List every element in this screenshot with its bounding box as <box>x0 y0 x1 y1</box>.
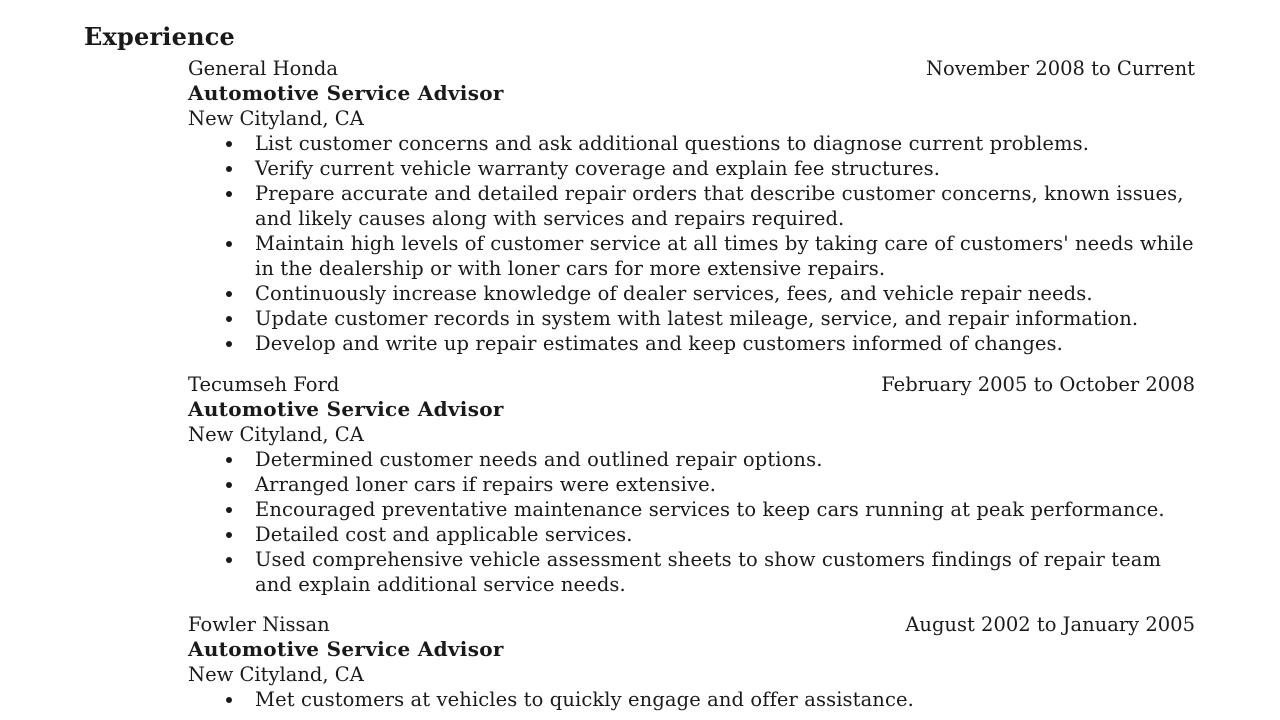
job-header <box>188 56 1198 81</box>
duty-item: Met customers at vehicles to quickly engage and offer assistance. <box>188 687 1198 712</box>
company-name: Tecumseh Ford <box>188 373 340 396</box>
duty-list <box>188 131 1198 356</box>
bullet-icon <box>226 166 232 172</box>
job-title: Automotive Service Advisor <box>188 397 504 421</box>
bullet-icon <box>226 482 232 488</box>
job-entry-general-honda <box>188 56 1198 356</box>
duty-item: Determined customer needs and outlined repair options. <box>188 447 1198 472</box>
duty-item: Maintain high levels of customer service at all times by taking care of customers' needs while in the dealership or with loner cars for more extensive repairs. <box>188 231 1198 281</box>
bullet-icon <box>226 532 232 538</box>
duty-item: Encouraged preventative maintenance services to keep cars running at peak performance. <box>188 497 1198 522</box>
duty-item: Detailed cost and applicable services. <box>188 522 1198 547</box>
job-location: New Cityland, CA <box>188 663 364 686</box>
employment-dates: February 2005 to October 2008 <box>881 373 1195 396</box>
job-title: Automotive Service Advisor <box>188 637 504 661</box>
job-header <box>188 612 1198 637</box>
duty-item: Develop and write up repair estimates and keep customers informed of changes. <box>188 331 1198 356</box>
duty-list <box>188 687 1198 712</box>
job-entry-tecumseh-ford <box>188 372 1198 597</box>
bullet-icon <box>226 557 232 563</box>
bullet-icon <box>226 507 232 513</box>
bullet-icon <box>226 141 232 147</box>
employment-dates: November 2008 to Current <box>925 57 1195 80</box>
bullet-icon <box>226 341 232 347</box>
duty-item: Prepare accurate and detailed repair orders that describe customer concerns, known issues, and likely causes along with services and repairs required. <box>188 181 1198 231</box>
bullet-icon <box>226 697 232 703</box>
duty-item: Continuously increase knowledge of dealer services, fees, and vehicle repair needs. <box>188 281 1198 306</box>
company-name: General Honda <box>188 57 339 80</box>
job-location: New Cityland, CA <box>188 107 364 130</box>
duty-item: Arranged loner cars if repairs were extensive. <box>188 472 1198 497</box>
bullet-icon <box>226 191 232 197</box>
cropped-previous-section <box>0 0 1280 6</box>
job-title: Automotive Service Advisor <box>188 81 504 105</box>
duty-item: Used comprehensive vehicle assessment sheets to show customers findings of repair team and explain additional service needs. <box>188 547 1198 597</box>
cropped-next-line <box>188 712 1198 720</box>
employment-dates: August 2002 to January 2005 <box>905 613 1195 636</box>
bullet-icon <box>226 291 232 297</box>
bullet-icon <box>226 241 232 247</box>
duty-item: Update customer records in system with latest mileage, service, and repair information. <box>188 306 1198 331</box>
job-entry-fowler-nissan <box>188 612 1198 720</box>
job-header <box>188 372 1198 397</box>
bullet-icon <box>226 457 232 463</box>
section-title: Experience <box>84 22 236 51</box>
bullet-icon <box>226 316 232 322</box>
company-name: Fowler Nissan <box>188 613 330 636</box>
duty-item: List customer concerns and ask additional questions to diagnose current problems. <box>188 131 1198 156</box>
duty-list <box>188 447 1198 597</box>
duty-item: Verify current vehicle warranty coverage and explain fee structures. <box>188 156 1198 181</box>
job-location: New Cityland, CA <box>188 423 364 446</box>
